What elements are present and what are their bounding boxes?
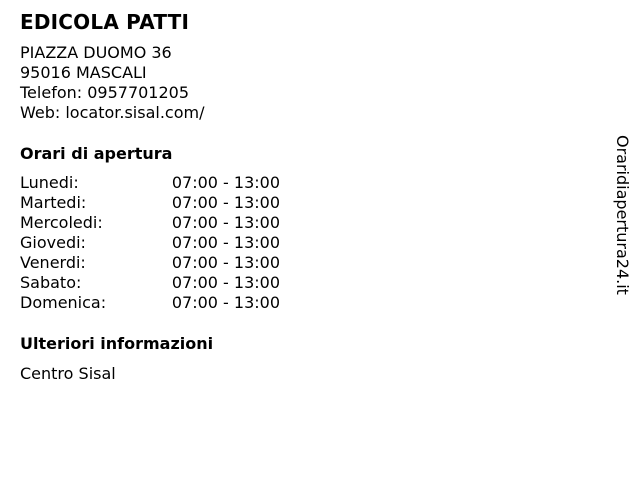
hours-row-monday xyxy=(20,173,280,193)
day-label: Sabato: xyxy=(20,273,82,292)
time-range: 07:00 - 13:00 xyxy=(171,193,280,212)
time-range: 07:00 - 13:00 xyxy=(171,253,280,272)
hours-heading: Orari di apertura xyxy=(20,144,173,163)
time-range: 07:00 - 13:00 xyxy=(171,293,280,312)
business-name: EDICOLA PATTI xyxy=(20,10,190,34)
day-label: Venerdi: xyxy=(20,253,86,272)
time-range: 07:00 - 13:00 xyxy=(171,233,280,252)
address-line-street: PIAZZA DUOMO 36 xyxy=(20,43,172,62)
address-line-city: 95016 MASCALI xyxy=(20,63,147,82)
day-label: Lunedi: xyxy=(20,173,79,192)
hours-row-sunday xyxy=(20,293,280,313)
contact-block xyxy=(20,43,204,123)
hours-row-saturday xyxy=(20,273,280,293)
hours-row-wednesday xyxy=(20,213,280,233)
day-label: Giovedi: xyxy=(20,233,86,252)
hours-table xyxy=(20,173,280,313)
day-label: Domenica: xyxy=(20,293,107,312)
phone-line: Telefon: 0957701205 xyxy=(20,83,190,102)
hours-row-tuesday xyxy=(20,193,280,213)
info-heading: Ulteriori informazioni xyxy=(20,334,214,353)
day-label: Martedi: xyxy=(20,193,87,212)
time-range: 07:00 - 13:00 xyxy=(171,173,280,192)
day-label: Mercoledi: xyxy=(20,213,103,232)
time-range: 07:00 - 13:00 xyxy=(171,213,280,232)
time-range: 07:00 - 13:00 xyxy=(171,273,280,292)
info-text: Centro Sisal xyxy=(20,364,116,383)
site-watermark xyxy=(612,135,634,315)
web-line: Web: locator.sisal.com/ xyxy=(20,103,205,122)
hours-row-thursday xyxy=(20,233,280,253)
hours-row-friday xyxy=(20,253,280,273)
watermark-text: Oraridiapertura24.it xyxy=(613,135,632,295)
